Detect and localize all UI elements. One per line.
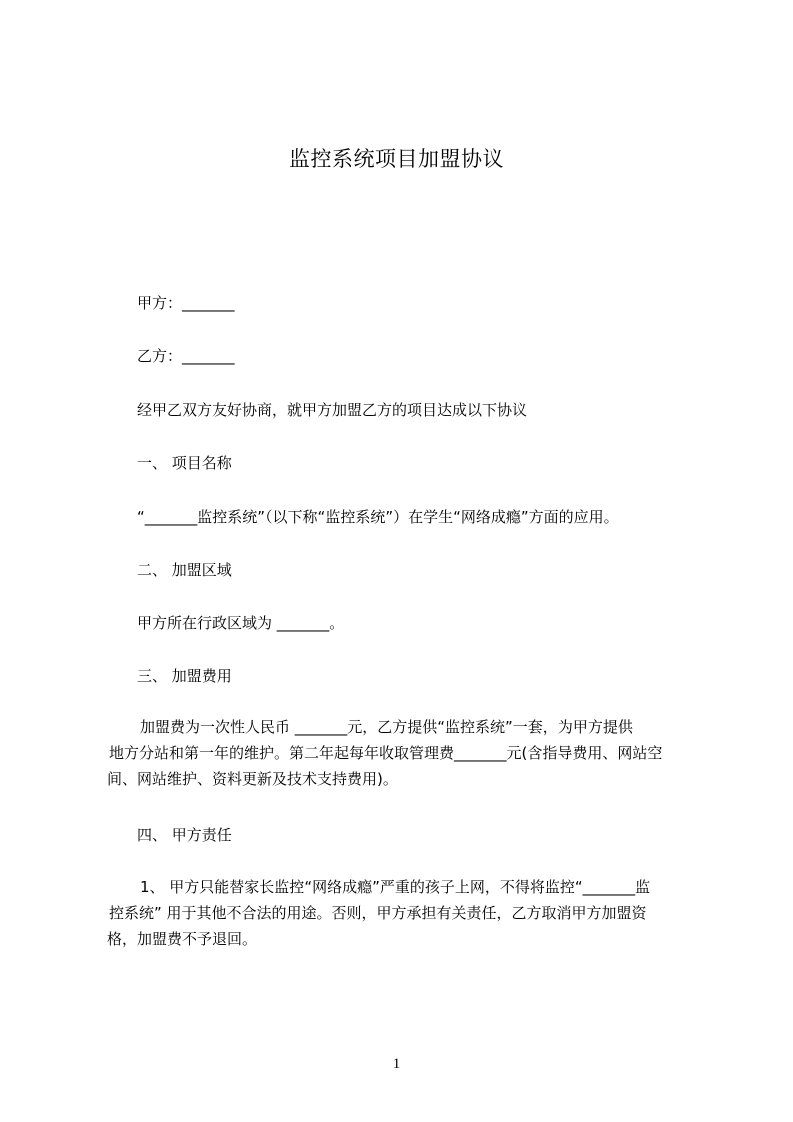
party-b-line: 乙方：_______ <box>137 347 235 365</box>
section-3-body-line: 加盟费为一次性人民币 _______元，乙方提供“监控系统”一套，为甲方提供 <box>140 718 633 736</box>
document-title: 监控系统项目加盟协议 <box>289 147 504 171</box>
section-1-body: “_______监控系统”（以下称“监控系统”）在学生“网络成瘾”方面的应用。 <box>137 508 619 526</box>
section-3-body-line: 地方分站和第一年的维护。第二年起每年收取管理费_______元(含指导费用、网站空 <box>109 744 663 762</box>
section-4-item-line: 1、 甲方只能替家长监控“网络成瘾”严重的孩子上网，不得将监控“_______监 <box>140 878 651 896</box>
section-4-item-1 <box>107 874 712 952</box>
section-3-heading: 三、 加盟费用 <box>137 667 232 685</box>
intro-paragraph: 经甲乙双方友好协商，就甲方加盟乙方的项目达成以下协议 <box>137 401 528 419</box>
party-a-line: 甲方：_______ <box>137 294 235 312</box>
section-1-heading: 一、 项目名称 <box>137 454 232 472</box>
page-number: 1 <box>392 1056 401 1072</box>
section-2-body: 甲方所在行政区域为 _______。 <box>137 614 345 632</box>
section-4-item-line: 控系统” 用于其他不合法的用途。否则，甲方承担有关责任，乙方取消甲方加盟资 <box>109 904 647 922</box>
section-4-heading: 四、 甲方责任 <box>137 826 232 844</box>
section-2-heading: 二、 加盟区域 <box>137 561 232 579</box>
section-3-body <box>107 714 712 792</box>
section-4-item-line: 格，加盟费不予退回。 <box>107 930 258 948</box>
section-3-body-line: 间、网站维护、资料更新及技术支持费用)。 <box>107 770 398 788</box>
